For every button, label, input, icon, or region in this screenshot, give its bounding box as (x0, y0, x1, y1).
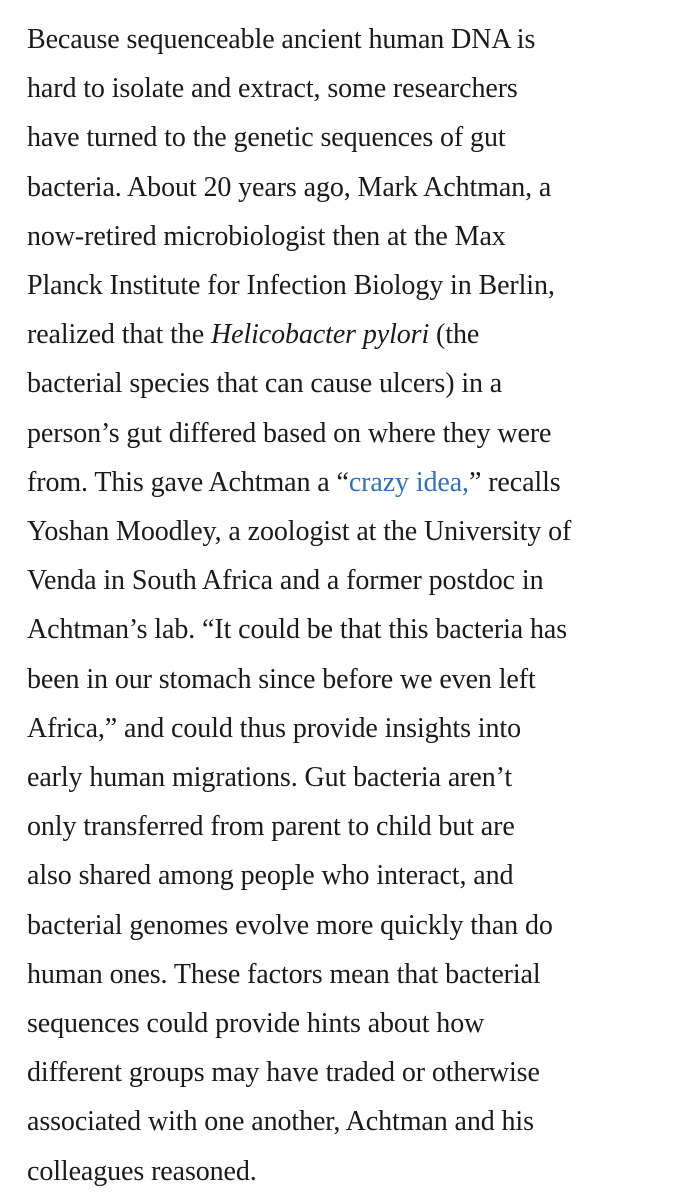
article-paragraph (27, 15, 668, 1196)
text-line: Achtman’s lab. “It could be that this bacteria has (27, 614, 568, 646)
text-line: only transferred from parent to child but are (27, 811, 515, 843)
text-line: person’s gut differed based on where they were (27, 417, 552, 449)
text-line: sequences could provide hints about how (27, 1008, 485, 1040)
text-line: early human migrations. Gut bacteria aren’t (27, 762, 513, 794)
text-line (27, 458, 668, 507)
text-line: Venda in South Africa and a former postdoc in (27, 565, 544, 597)
text-segment: realized that the (27, 319, 211, 351)
text-segment: ” recalls (468, 466, 561, 498)
text-line: associated with one another, Achtman and his (27, 1106, 534, 1138)
text-line: Yoshan Moodley, a zoologist at the University of (27, 516, 572, 548)
text-line: bacteria. About 20 years ago, Mark Achtman, a (27, 171, 552, 203)
text-line: hard to isolate and extract, some researchers (27, 73, 518, 105)
text-line: human ones. These factors mean that bacterial (27, 958, 541, 990)
text-line: bacterial genomes evolve more quickly than do (27, 909, 553, 941)
text-line: different groups may have traded or otherwise (27, 1057, 540, 1089)
text-line (27, 310, 668, 359)
text-line: now-retired microbiologist then at the Max (27, 220, 506, 252)
text-line: bacterial species that can cause ulcers) in a (27, 368, 503, 400)
text-line: Planck Institute for Infection Biology in Berlin, (27, 270, 555, 302)
text-line: have turned to the genetic sequences of gut (27, 122, 506, 154)
text-line: been in our stomach since before we even left (27, 663, 536, 695)
text-line: colleagues reasoned. (27, 1155, 257, 1187)
text-segment: (the (429, 319, 480, 351)
text-line: also shared among people who interact, and (27, 860, 514, 892)
crazy-idea-link[interactable]: crazy idea, (348, 466, 469, 498)
text-line: Africa,” and could thus provide insights into (27, 712, 521, 744)
text-segment: from. This gave Achtman a “ (27, 466, 349, 498)
species-name-italic: Helicobacter pylori (211, 319, 430, 351)
text-line: Because sequenceable ancient human DNA is (27, 24, 536, 55)
